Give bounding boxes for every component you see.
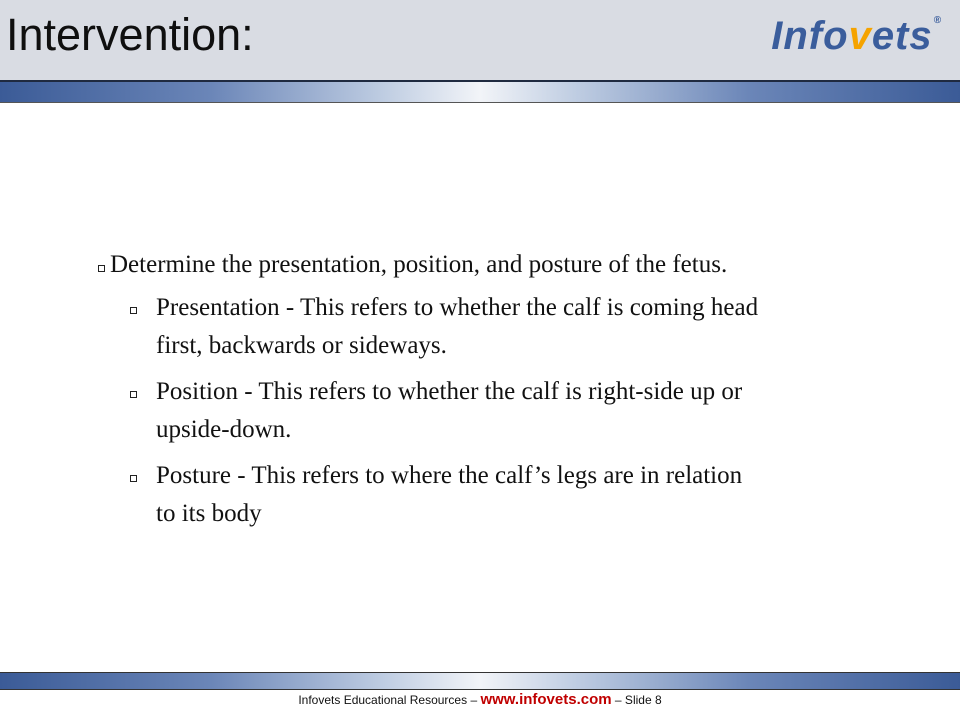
footer-suffix: – Slide 8 [611,693,662,707]
infovets-logo [771,16,942,56]
footer-prefix: Infovets Educational Resources – [298,693,481,707]
logo-text-ets: ets [871,14,933,58]
footer-url-link[interactable]: www.infovets.com [480,691,612,708]
bullet-item-main: Determine the presentation, position, and posture of the fetus. [110,251,728,278]
bullet-item-posture [152,457,936,533]
bullet-box-icon [98,265,105,272]
slide-title: Intervention: [6,9,254,60]
bullet-line: Posture - This refers to where the calf’s legs are in relation [156,462,743,489]
bullet-item-presentation [152,289,936,365]
header-rule-thin [0,102,960,103]
bullet-item-position [152,373,936,449]
header-bar [0,0,960,80]
slide-footer [0,692,960,708]
logo-text-v: v [848,14,872,58]
bullet-box-icon [130,475,137,482]
bullet-box-icon [130,391,137,398]
bullet-line: first, backwards or sideways. [156,332,447,359]
bullet-line: upside-down. [156,416,292,443]
logo-text-info: Info [771,14,849,58]
bullet-line: to its body [156,500,262,527]
registered-mark: ® [933,15,942,26]
bullet-line: Presentation - This refers to whether the calf is coming head [156,294,759,321]
footer-rule-bottom [0,689,960,690]
footer-gradient-band [0,673,960,689]
header-gradient-band [0,82,960,102]
bullet-box-icon [130,307,137,314]
bullet-line: Position - This refers to whether the calf is right-side up or [156,378,743,405]
